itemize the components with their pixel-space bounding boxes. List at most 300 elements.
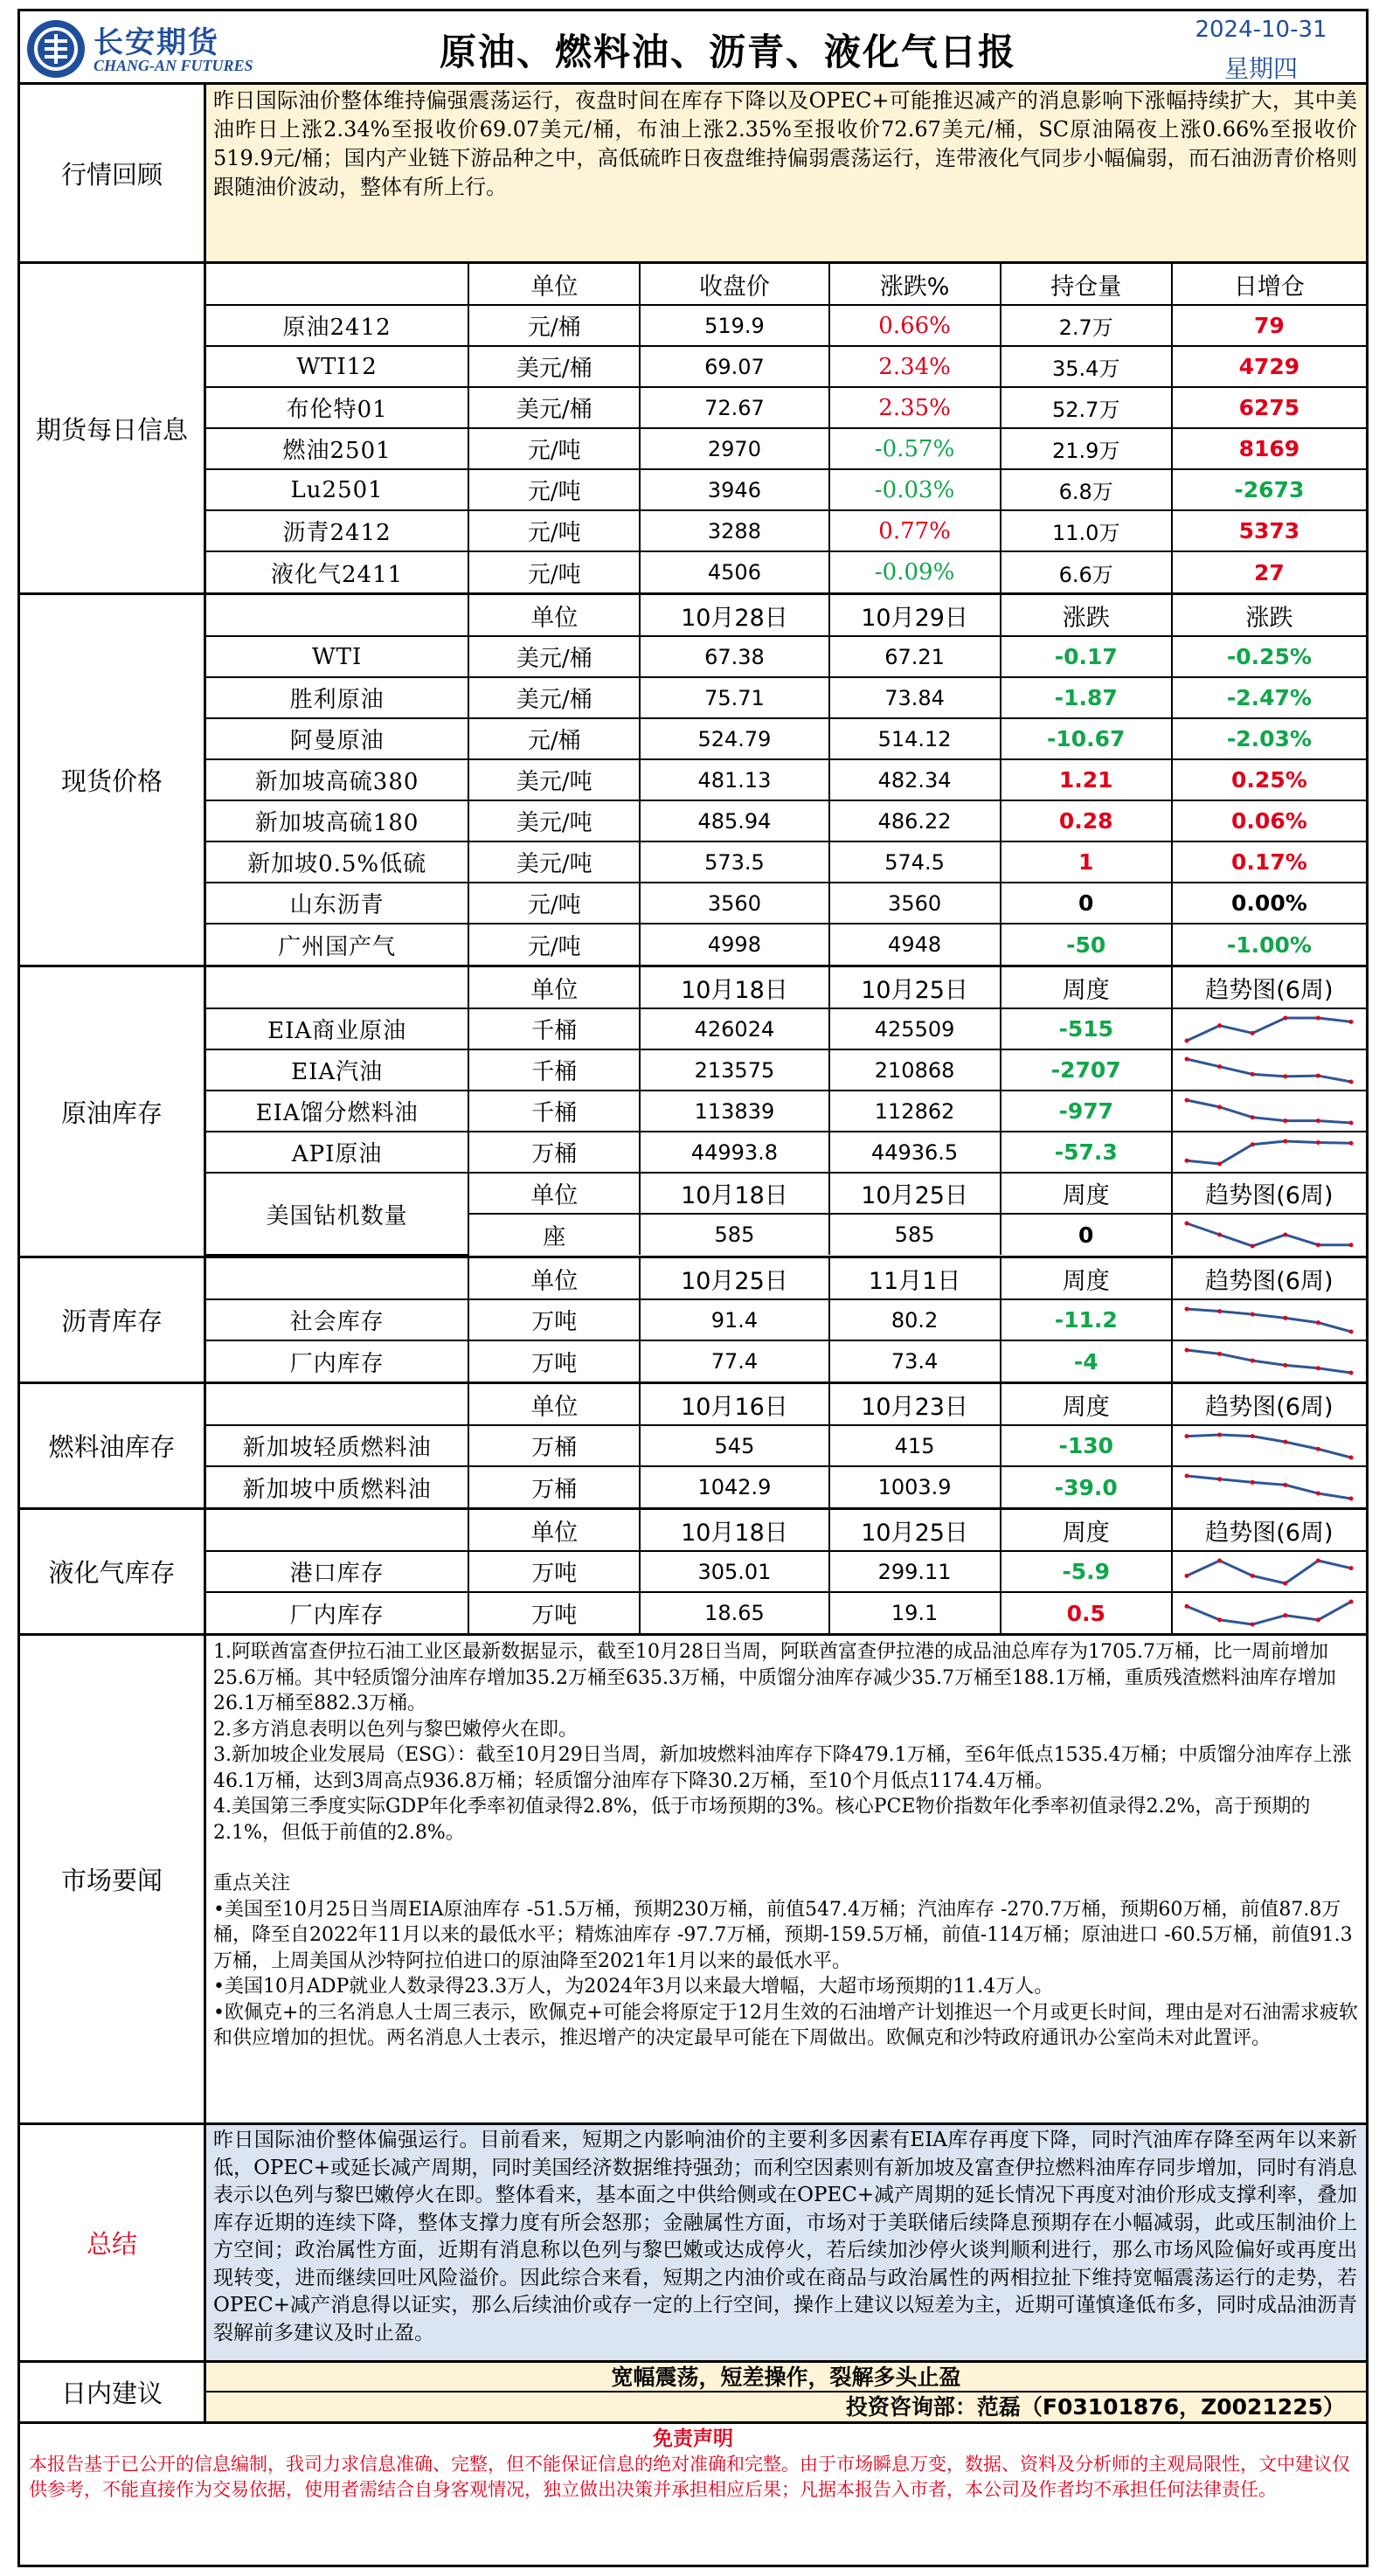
change-percent: -0.57% (829, 428, 1001, 469)
price-day2: 486.22 (829, 800, 1001, 841)
news-paragraph: •美国至10月25日当周EIA原油库存 -51.5万桶，预期230万桶，前值547.4万桶；汽油库存 -270.7万桶，预期60万桶，前值87.8万桶，降至自2022年11月以来的最低水平；精炼油库存 -97.7万桶，预期-159.5万桶，前值-114万桶；原油进口 -60.5万桶，前值91.3万桶，上周美国从沙特阿拉伯进口的原油降至2021年1月以来的最低水平。 (213, 1898, 1353, 1972)
value-week2: 415 (829, 1425, 1001, 1466)
contract-name: WTI12 (206, 346, 468, 387)
section-label: 日内建议 (20, 2363, 206, 2421)
futures-table (206, 264, 1366, 592)
unit: 美元/桶 (468, 636, 640, 677)
trend-point (1185, 1222, 1189, 1226)
lpg-inventory-table (206, 1510, 1366, 1633)
disclaimer (20, 2424, 1366, 2504)
unit: 万桶 (468, 1425, 640, 1466)
trend-sparkline (1182, 1218, 1356, 1251)
value-week1: 18.65 (640, 1592, 828, 1633)
item-name: 厂内库存 (206, 1592, 468, 1633)
trend-point (1185, 1056, 1189, 1061)
value-week1: 1042.9 (640, 1466, 828, 1507)
trend-line (1187, 1100, 1351, 1123)
table-header-row (206, 1384, 1366, 1425)
trend-point (1349, 1455, 1354, 1459)
unit: 元/吨 (468, 428, 640, 469)
price-day2: 67.21 (829, 636, 1001, 677)
section-label: 行情回顾 (20, 85, 206, 261)
item-name: API原油 (206, 1132, 468, 1173)
trend-point (1349, 1329, 1354, 1333)
trend-point (1316, 1617, 1320, 1622)
unit: 万吨 (468, 1592, 640, 1633)
value-week1: 213575 (640, 1049, 828, 1091)
column-header: 趋势图(6周) (1172, 1258, 1366, 1299)
value-week2: 44936.5 (829, 1132, 1001, 1173)
price-day1: 485.94 (640, 800, 828, 841)
table-row (206, 1592, 1366, 1633)
trend-point (1251, 1071, 1255, 1076)
product-name: 山东沥青 (206, 883, 468, 924)
value-week2: 425509 (829, 1008, 1001, 1049)
trend-point (1217, 1352, 1222, 1356)
weekly-change: -4 (1001, 1340, 1172, 1381)
trend-sparkline (1182, 1136, 1356, 1169)
news-paragraph: 3.新加坡企业发展局（ESG）：截至10月29日当周，新加坡燃料油库存下降479.1万桶，至6年低点1535.4万桶；中质馏分油库存上涨46.1万桶，达到3周高点936.8万桶；轻质馏分油库存下降30.2万桶，至10个月低点1174.4万桶。 (213, 1744, 1352, 1792)
trend-point (1284, 1315, 1288, 1319)
trend-line (1187, 1561, 1351, 1583)
column-header: 10月28日 (640, 595, 828, 636)
trend-point (1284, 1233, 1288, 1237)
trend-cell (1172, 1592, 1366, 1633)
value-week1: 545 (640, 1425, 828, 1466)
open-interest: 11.0万 (1001, 510, 1172, 551)
unit: 美元/桶 (468, 387, 640, 428)
item-name: 新加坡中质燃料油 (206, 1466, 468, 1507)
product-name: 新加坡高硫380 (206, 759, 468, 800)
contract-name: 原油2412 (206, 305, 468, 346)
news-paragraph: 重点关注 (213, 1873, 291, 1894)
rig-count-name: 美国钻机数量 (206, 1173, 468, 1255)
product-name: 阿曼原油 (206, 718, 468, 759)
trend-point (1316, 1320, 1320, 1325)
trend-point (1349, 1566, 1354, 1570)
change-percent: 2.34% (829, 346, 1001, 387)
disclaimer-title: 免责声明 (653, 2427, 733, 2450)
trend-point (1316, 1492, 1320, 1496)
logo-emblem-icon (27, 20, 85, 78)
spot-table (206, 595, 1366, 965)
trend-sparkline (1182, 1304, 1356, 1337)
news-body (206, 1636, 1366, 2122)
trend-line (1187, 1476, 1351, 1499)
unit: 千桶 (468, 1008, 640, 1049)
item-name: 厂内库存 (206, 1340, 468, 1381)
section-label: 燃料油库存 (20, 1384, 206, 1507)
review-text: 昨日国际油价整体维持偏强震荡运行，夜盘时间在库存下降以及OPEC+可能推迟减产的消息影响下涨幅持续扩大，其中美油昨日上涨2.34%至报收价69.07美元/桶，布油上涨2.35%至报收价72.67美元/桶，SC原油隔夜上涨0.66%至报收价519.9元/桶；国内产业链下游品种之中，高低硫昨日夜盘维持偏弱震荡运行，连带液化气同步小幅偏弱，而石油沥青价格则跟随油价波动，整体有所上行。 (213, 88, 1357, 199)
value-week2: 299.11 (829, 1551, 1001, 1592)
close-price: 4506 (640, 551, 828, 592)
product-name: 广州国产气 (206, 924, 468, 965)
fuel-oil-inventory-table (206, 1384, 1366, 1507)
trend-point (1316, 1118, 1320, 1123)
trend-point (1349, 1371, 1354, 1375)
item-name: EIA商业原油 (206, 1008, 468, 1049)
open-interest-change: -2673 (1172, 469, 1366, 510)
fuel-oil-inventory-section (20, 1384, 1366, 1510)
contract-name: Lu2501 (206, 469, 468, 510)
table-row (206, 636, 1366, 677)
column-header: 10月29日 (829, 595, 1001, 636)
value-week2: 73.4 (829, 1340, 1001, 1381)
trend-point (1185, 1573, 1189, 1577)
unit: 万吨 (468, 1340, 640, 1381)
table-row (206, 677, 1366, 718)
value-week2: 1003.9 (829, 1466, 1001, 1507)
unit: 元/吨 (468, 510, 640, 551)
trend-point (1284, 1074, 1288, 1078)
column-header (206, 1510, 468, 1551)
column-header: 趋势图(6周) (1172, 1510, 1366, 1551)
unit: 万桶 (468, 1132, 640, 1173)
spot-section (20, 595, 1366, 967)
open-interest: 6.6万 (1001, 551, 1172, 592)
trend-point (1284, 1613, 1288, 1617)
trend-line (1187, 1309, 1351, 1332)
table-row (206, 510, 1366, 551)
contract-name: 沥青2412 (206, 510, 468, 551)
item-name: EIA汽油 (206, 1049, 468, 1091)
column-header: 10月25日 (829, 1173, 1001, 1214)
open-interest-change: 8169 (1172, 428, 1366, 469)
advice-text: 宽幅震荡，短差操作，裂解多头止盈 (206, 2363, 1366, 2392)
trend-point (1185, 1038, 1189, 1042)
news-paragraph: •美国10月ADP就业人数录得23.3万人，为2024年3月以来最大增幅，大超市场预期的11.4万人。 (213, 1976, 1054, 1998)
section-label: 期货每日信息 (20, 264, 206, 592)
table-header-row (206, 595, 1366, 636)
price-day1: 67.38 (640, 636, 828, 677)
table-row (206, 1049, 1366, 1091)
open-interest: 6.8万 (1001, 469, 1172, 510)
open-interest-change: 6275 (1172, 387, 1366, 428)
table-row (206, 1340, 1366, 1381)
company-name-cn: 长安期货 (94, 25, 219, 60)
change-percent: -0.03% (829, 469, 1001, 510)
change-percent: 2.35% (829, 387, 1001, 428)
weekly-change: -977 (1001, 1091, 1172, 1132)
table-row (206, 1008, 1366, 1049)
trend-point (1284, 1363, 1288, 1368)
weekly-change: -515 (1001, 1008, 1172, 1049)
trend-line (1187, 1018, 1351, 1041)
crude-inventory-table (206, 967, 1366, 1256)
report-weekday: 星期四 (1223, 54, 1298, 83)
trend-cell (1172, 1049, 1366, 1091)
advice-section (20, 2363, 1366, 2424)
value-week2: 19.1 (829, 1592, 1001, 1633)
unit: 美元/桶 (468, 346, 640, 387)
table-row (206, 428, 1366, 469)
price-day1: 4998 (640, 924, 828, 965)
value-week1: 305.01 (640, 1551, 828, 1592)
contract-name: 燃油2501 (206, 428, 468, 469)
column-header: 周度 (1001, 967, 1172, 1008)
table-row (206, 841, 1366, 883)
column-header: 10月18日 (640, 967, 828, 1008)
column-header: 10月25日 (640, 1258, 828, 1299)
price-day1: 573.5 (640, 841, 828, 883)
column-header: 10月23日 (829, 1384, 1001, 1425)
trend-point (1251, 1142, 1255, 1146)
change: 0 (1001, 883, 1172, 924)
trend-line (1187, 1223, 1351, 1246)
analyst-info: 投资咨询部：范磊（F03101876，Z0021225） (206, 2392, 1366, 2421)
table-row (206, 305, 1366, 346)
column-header: 周度 (1001, 1510, 1172, 1551)
report-header (20, 11, 1366, 85)
unit: 千桶 (468, 1049, 640, 1091)
weekly-change: -57.3 (1001, 1132, 1172, 1173)
column-header: 持仓量 (1001, 264, 1172, 305)
trend-cell (1172, 1214, 1366, 1255)
trend-sparkline (1182, 1430, 1356, 1463)
unit: 美元/吨 (468, 841, 640, 883)
trend-point (1316, 1243, 1320, 1247)
open-interest: 2.7万 (1001, 305, 1172, 346)
column-header: 10月18日 (640, 1510, 828, 1551)
price-day1: 75.71 (640, 677, 828, 718)
item-name: 港口库存 (206, 1551, 468, 1592)
unit: 万吨 (468, 1551, 640, 1592)
change: -0.17 (1001, 636, 1172, 677)
open-interest: 21.9万 (1001, 428, 1172, 469)
table-row (206, 1299, 1366, 1340)
weekly-change: -39.0 (1001, 1466, 1172, 1507)
close-price: 2970 (640, 428, 828, 469)
trend-point (1217, 1617, 1222, 1622)
open-interest-change: 79 (1172, 305, 1366, 346)
trend-point (1284, 1118, 1288, 1123)
close-price: 69.07 (640, 346, 828, 387)
price-day2: 574.5 (829, 841, 1001, 883)
price-day2: 3560 (829, 883, 1001, 924)
trend-line (1187, 1602, 1351, 1624)
trend-line (1187, 1350, 1351, 1373)
trend-cell (1172, 1299, 1366, 1340)
trend-point (1185, 1158, 1189, 1162)
unit: 美元/吨 (468, 800, 640, 841)
unit: 座 (468, 1214, 640, 1255)
trend-point (1316, 1139, 1320, 1144)
news-paragraph: •欧佩克+的三名消息人士周三表示，欧佩克+可能会将原定于12月生效的石油增产计划推迟一个月或更长时间，理由是对石油需求疲软和供应增加的担忧。两名消息人士表示，推迟增产的决定最早可能在下周做出。欧佩克和沙特政府通讯办公室尚未对此置评。 (213, 2001, 1358, 2049)
price-day1: 524.79 (640, 718, 828, 759)
table-row (206, 387, 1366, 428)
value-week1: 426024 (640, 1008, 828, 1049)
change-percent: 0.06% (1172, 800, 1366, 841)
trend-point (1185, 1098, 1189, 1102)
unit: 美元/桶 (468, 677, 640, 718)
trend-line (1187, 1435, 1351, 1458)
column-header (206, 264, 468, 305)
trend-point (1284, 1015, 1288, 1020)
open-interest: 52.7万 (1001, 387, 1172, 428)
trend-point (1185, 1434, 1189, 1438)
change: -10.67 (1001, 718, 1172, 759)
trend-point (1251, 1480, 1255, 1485)
futures-section (20, 264, 1366, 595)
column-header: 周度 (1001, 1258, 1172, 1299)
company-logo (27, 18, 254, 80)
table-row (206, 1466, 1366, 1507)
product-name: 新加坡0.5%低硫 (206, 841, 468, 883)
news-paragraph: 2.多方消息表明以色列与黎巴嫩停火在即。 (213, 1718, 578, 1741)
trend-point (1217, 1309, 1222, 1313)
report-date: 2024-10-31 (1195, 17, 1327, 43)
product-name: WTI (206, 636, 468, 677)
trend-cell (1172, 1091, 1366, 1132)
table-row (206, 1425, 1366, 1466)
trend-cell (1172, 1466, 1366, 1507)
asphalt-inventory-table (206, 1258, 1366, 1381)
trend-point (1349, 1497, 1354, 1501)
change-percent: -0.25% (1172, 636, 1366, 677)
trend-sparkline (1182, 1095, 1356, 1128)
trend-cell (1172, 1551, 1366, 1592)
column-header: 单位 (468, 1510, 640, 1551)
trend-sparkline (1182, 1596, 1356, 1630)
column-header: 涨跌 (1172, 595, 1366, 636)
trend-sparkline (1182, 1555, 1356, 1589)
report-page (17, 9, 1369, 2567)
trend-point (1316, 1366, 1320, 1370)
value-week2: 585 (829, 1214, 1001, 1255)
trend-point (1185, 1306, 1189, 1311)
weekly-change: 0 (1001, 1214, 1172, 1255)
lpg-inventory-section (20, 1510, 1366, 1636)
item-name: 社会库存 (206, 1299, 468, 1340)
trend-point (1349, 1120, 1354, 1125)
column-header: 单位 (468, 967, 640, 1008)
weekly-change: -130 (1001, 1425, 1172, 1466)
trend-cell (1172, 1340, 1366, 1381)
section-label: 总结 (20, 2125, 206, 2360)
change-percent: 0.00% (1172, 883, 1366, 924)
news-paragraph (213, 1845, 1359, 1871)
table-row (206, 883, 1366, 924)
unit: 元/吨 (468, 469, 640, 510)
trend-point (1284, 1139, 1288, 1143)
item-name: EIA馏分燃料油 (206, 1091, 468, 1132)
column-header: 10月25日 (829, 967, 1001, 1008)
column-header: 趋势图(6周) (1172, 967, 1366, 1008)
trend-point (1284, 1439, 1288, 1444)
trend-point (1316, 1558, 1320, 1562)
trend-point (1185, 1474, 1189, 1478)
product-name: 胜利原油 (206, 677, 468, 718)
unit: 千桶 (468, 1091, 640, 1132)
trend-point (1251, 1115, 1255, 1119)
trend-point (1251, 1623, 1255, 1627)
price-day2: 73.84 (829, 677, 1001, 718)
table-row (206, 1132, 1366, 1173)
trend-point (1349, 1079, 1354, 1084)
close-price: 519.9 (640, 305, 828, 346)
column-header (206, 1258, 468, 1299)
change-percent: 0.77% (829, 510, 1001, 551)
trend-point (1316, 1073, 1320, 1077)
table-row (206, 346, 1366, 387)
column-header: 日增仓 (1172, 264, 1366, 305)
table-header-row (206, 1173, 1366, 1214)
change-percent: -1.00% (1226, 931, 1312, 958)
trend-point (1251, 1359, 1255, 1363)
report-title: 原油、燃料油、沥青、液化气日报 (439, 31, 1016, 73)
change-percent: 0.25% (1172, 759, 1366, 800)
trend-line (1187, 1059, 1351, 1082)
weekly-change: 0.5 (1001, 1592, 1172, 1633)
column-header: 单位 (468, 595, 640, 636)
value-week1: 91.4 (640, 1299, 828, 1340)
trend-point (1217, 1023, 1222, 1028)
trend-point (1316, 1015, 1320, 1020)
column-header: 10月18日 (640, 1173, 828, 1214)
open-interest-change: 4729 (1172, 346, 1366, 387)
summary-section (20, 2125, 1366, 2363)
company-name-en: CHANG-AN FUTURES (94, 57, 253, 74)
weekly-change: -2707 (1001, 1049, 1172, 1091)
crude-inventory-section (20, 967, 1366, 1258)
value-week2: 112862 (829, 1091, 1001, 1132)
review-section (20, 85, 1366, 264)
close-price: 72.67 (640, 387, 828, 428)
section-label: 原油库存 (20, 967, 206, 1256)
section-label: 市场要闻 (20, 1636, 206, 2122)
change: 1 (1001, 841, 1172, 883)
trend-cell (1172, 1132, 1366, 1173)
trend-point (1349, 1243, 1354, 1247)
contract-name: 布伦特01 (206, 387, 468, 428)
trend-point (1349, 1600, 1354, 1604)
close-price: 3288 (640, 510, 828, 551)
summary-text: 昨日国际油价整体偏强运行。目前看来，短期之内影响油价的主要利多因素有EIA库存再度下降，同时汽油库存降至两年以来新低，OPEC+或延长减产周期，同时美国经济数据维持强劲；而利空因素则有新加坡及富查伊拉燃料油库存同步增加，同时有消息表示以色列与黎巴嫩停火在即。整体看来，基本面之中供给侧或在OPEC+减产周期的延长情况下再度对油价形成支撑利率，叠加库存近期的连续下降，整体支撑力度有所会怒那；金融属性方面，市场对于美联储后续降息预期存在小幅减弱，此或压制油价上方空间；政治属性方面，近期有消息称以色列与黎巴嫩或达成停火，若后续加沙停火谈判顺利进行，那么市场风险偏好或再度出现转变，进而继续回吐风险溢价。因此综合来看，短期之内油价或在商品与政治属性的两相拉扯下维持宽幅震荡运行的走势，若OPEC+减产消息得以证实，那么后续油价或存一定的上行空间，操作上建议以短差为主，近期可谨慎逢低布多，同时成品油沥青裂解前多建议及时止盈。 (213, 2129, 1357, 2344)
column-header (206, 967, 468, 1008)
change: 0.28 (1001, 800, 1172, 841)
news-section (20, 1636, 1366, 2125)
column-header: 单位 (468, 1384, 640, 1425)
product-name: 新加坡高硫180 (206, 800, 468, 841)
disclaimer-text: 本报告基于已公开的信息编制，我司力求信息准确、完整，但不能保证信息的绝对准确和完整。由于市场瞬息万变，数据、资料及分析师的主观局限性，文中建议仅供参考，不能直接作为交易依据，使用者需结合自身客观情况，独立做出决策并承担相应后果；凡据本报告入市者，本公司及作者均不承担任何法律责任。 (29, 2454, 1350, 2500)
section-label: 沥青库存 (20, 1258, 206, 1381)
trend-point (1251, 1030, 1255, 1035)
trend-point (1217, 1161, 1222, 1166)
value-week1: 44993.8 (640, 1132, 828, 1173)
trend-sparkline (1182, 1471, 1356, 1504)
price-day2: 514.12 (829, 718, 1001, 759)
item-name: 新加坡轻质燃料油 (206, 1425, 468, 1466)
trend-point (1185, 1348, 1189, 1353)
table-row (206, 1551, 1366, 1592)
column-header: 10月16日 (640, 1384, 828, 1425)
news-paragraph: 1.阿联酋富查伊拉石油工业区最新数据显示，截至10月28日当周，阿联酋富查伊拉港的成品油总库存为1705.7万桶，比一周前增加25.6万桶。其中轻质馏分油库存增加35.2万桶至635.3万桶，中质馏分油库存减少35.7万桶至188.1万桶，重质残渣燃料油库存增加26.1万桶至882.3万桶。 (213, 1641, 1336, 1714)
unit: 万吨 (468, 1299, 640, 1340)
value-week1: 585 (640, 1214, 828, 1255)
weekly-change: -11.2 (1001, 1299, 1172, 1340)
column-header: 单位 (468, 1258, 640, 1299)
value-week2: 80.2 (829, 1299, 1001, 1340)
column-header: 10月25日 (829, 1510, 1001, 1551)
table-row (206, 718, 1366, 759)
column-header: 单位 (468, 1173, 640, 1214)
trend-point (1217, 1064, 1222, 1069)
column-header: 涨跌 (1001, 595, 1172, 636)
trend-point (1217, 1104, 1222, 1109)
change-percent: -2.03% (1172, 718, 1366, 759)
change-percent: 0.17% (1172, 841, 1366, 883)
table-row (206, 469, 1366, 510)
